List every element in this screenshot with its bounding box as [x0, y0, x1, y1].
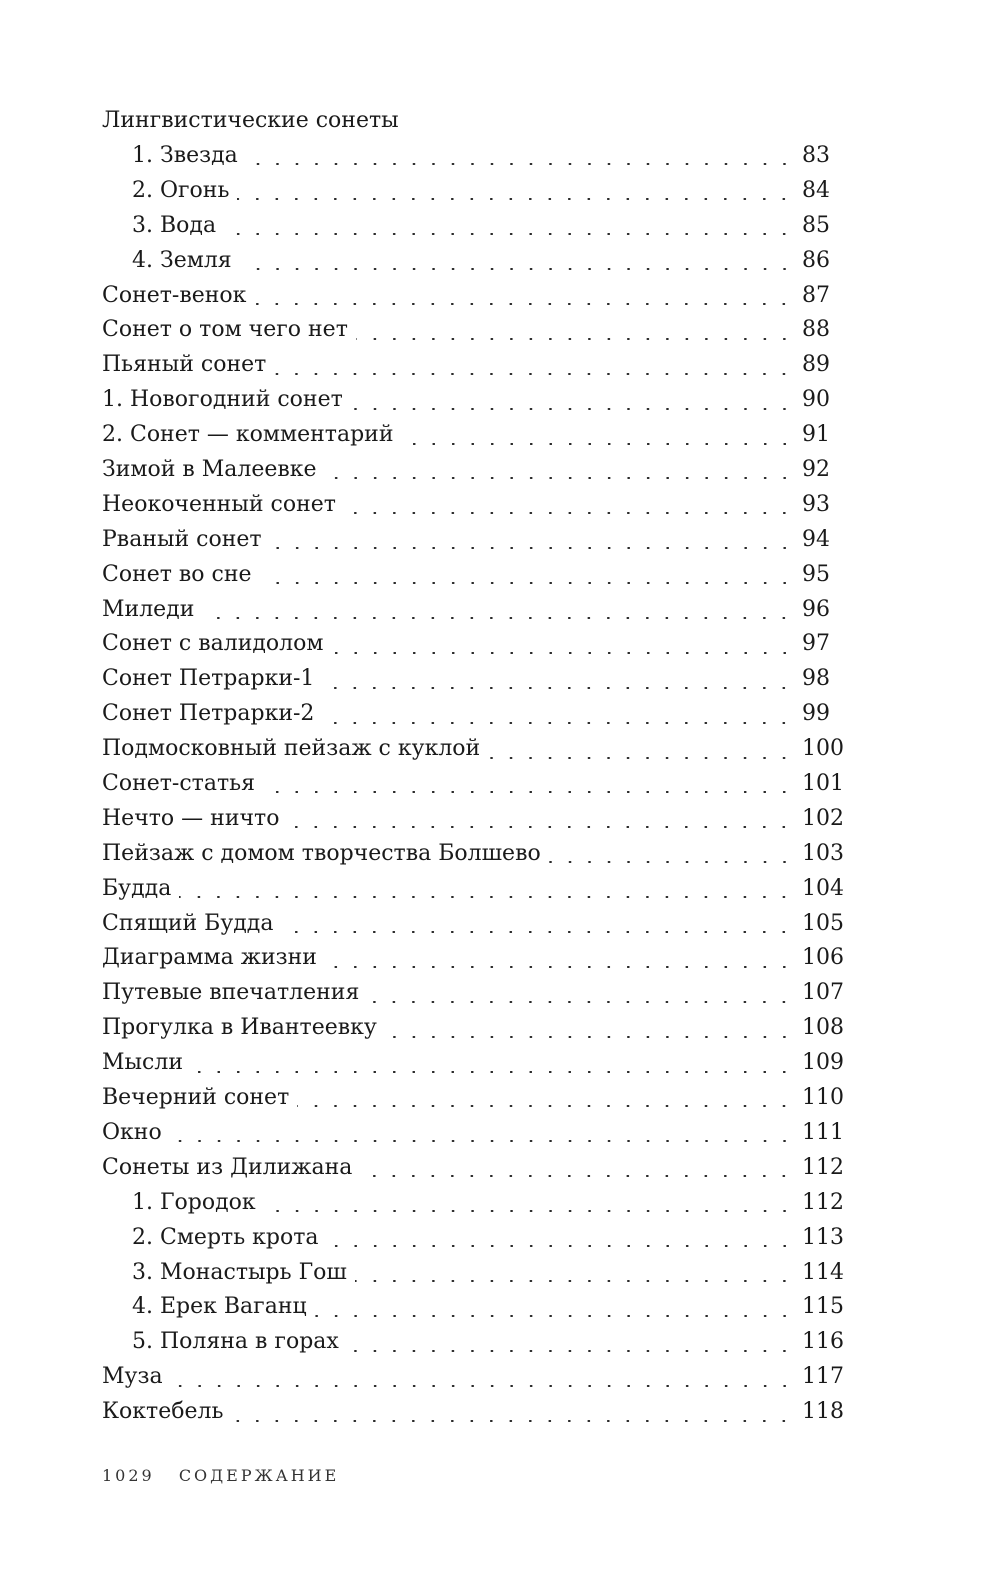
toc-entry-page: 100 [802, 736, 844, 762]
toc-entry-page: 95 [802, 561, 830, 587]
dot-leader [402, 443, 795, 445]
toc-entry-page: 86 [802, 247, 830, 273]
toc-entry-title: 2. Смерть крота [132, 1223, 323, 1253]
toc-entry-page: 84 [802, 177, 830, 203]
toc-entry-title: Сонет во сне [102, 560, 256, 590]
table-of-contents [102, 141, 842, 1432]
toc-entry [102, 734, 842, 769]
dot-leader [367, 1001, 794, 1003]
toc-entry-page: 107 [802, 980, 844, 1006]
toc-entry-page: 91 [802, 422, 830, 448]
toc-entry [102, 490, 842, 525]
dot-leader [325, 477, 794, 479]
dot-leader [281, 931, 794, 933]
toc-entry-page: 109 [802, 1050, 844, 1076]
toc-entry-page: 102 [802, 805, 844, 831]
toc-entry [102, 804, 842, 839]
toc-entry-page: 103 [802, 840, 844, 866]
dot-leader [171, 1385, 794, 1387]
toc-entry-title: Вечерний сонет [102, 1083, 293, 1113]
dot-leader [488, 757, 794, 759]
toc-entry [102, 420, 842, 455]
toc-entry [102, 525, 842, 560]
toc-entry-title: Сонеты из Дилижана [102, 1153, 356, 1183]
dot-leader [355, 1280, 794, 1282]
toc-entry-page: 87 [802, 282, 830, 308]
dot-leader [297, 1105, 794, 1107]
dot-leader [287, 826, 794, 828]
dot-leader [347, 1350, 794, 1352]
dot-leader [191, 1071, 794, 1073]
toc-entry [102, 629, 842, 664]
toc-entry-title: Сонет с валидолом [102, 629, 328, 659]
toc-entry-page: 89 [802, 352, 830, 378]
toc-entry [102, 874, 842, 909]
toc-entry-page: 93 [802, 491, 830, 517]
footer-section-title: СОДЕРЖАНИЕ [178, 1466, 340, 1485]
toc-entry-page: 90 [802, 387, 830, 413]
toc-entry-page: 92 [802, 457, 830, 483]
dot-leader [327, 1245, 794, 1247]
toc-entry-page: 113 [802, 1224, 844, 1250]
toc-entry [102, 211, 842, 246]
dot-leader [356, 338, 794, 340]
toc-entry-page: 83 [802, 143, 830, 168]
toc-entry-title: Будда [102, 874, 175, 904]
toc-entry [102, 1258, 842, 1293]
dot-leader [322, 687, 794, 689]
dot-leader [254, 303, 794, 305]
running-footer [102, 1466, 339, 1485]
toc-entry-page: 116 [802, 1329, 844, 1355]
dot-leader [240, 268, 794, 270]
toc-entry-title: Сонет Петрарки-2 [102, 699, 318, 729]
toc-entry-page: 117 [802, 1364, 844, 1390]
toc-entry-title: Пейзаж с домом творчества Болшево [102, 839, 545, 869]
toc-entry-page: 112 [802, 1154, 844, 1180]
dot-leader [360, 1175, 794, 1177]
toc-entry-page: 106 [802, 945, 844, 971]
toc-entry [102, 1397, 842, 1432]
toc-entry [102, 1292, 842, 1327]
toc-entry [102, 839, 842, 874]
toc-entry [102, 455, 842, 490]
toc-entry [102, 1083, 842, 1118]
toc-entry-title: Коктебель [102, 1397, 227, 1427]
toc-entry [102, 909, 842, 944]
toc-entry [102, 350, 842, 385]
toc-entry-title: Сонет-венок [102, 281, 250, 311]
toc-entry-page: 118 [802, 1399, 844, 1425]
toc-entry [102, 1048, 842, 1083]
dot-leader [385, 1036, 794, 1038]
toc-entry-title: Нечто — ничто [102, 804, 283, 834]
toc-entry [102, 1327, 842, 1362]
toc-entry [102, 1362, 842, 1397]
dot-leader [315, 1315, 794, 1317]
toc-entry-title: Зимой в Малеевке [102, 455, 321, 485]
toc-entry-title: Диаграмма жизни [102, 943, 321, 973]
toc-entry-page: 94 [802, 526, 830, 552]
toc-entry-title: Рваный сонет [102, 525, 266, 555]
dot-leader [325, 966, 794, 968]
toc-entry-title: Миледи [102, 595, 198, 625]
toc-entry-page: 110 [802, 1085, 844, 1111]
toc-entry [102, 769, 842, 804]
toc-entry-page: 104 [802, 875, 844, 901]
toc-entry-title: Окно [102, 1118, 166, 1148]
toc-entry-page: 108 [802, 1015, 844, 1041]
toc-entry-title: Неокоченный сонет [102, 490, 340, 520]
toc-entry [102, 1013, 842, 1048]
dot-leader [351, 408, 794, 410]
toc-entry-title: 3. Вода [132, 211, 220, 241]
dot-leader [263, 791, 794, 793]
toc-entry-title: Муза [102, 1362, 167, 1392]
toc-entry-title: Спящий Будда [102, 909, 277, 939]
toc-entry-page: 115 [802, 1294, 844, 1320]
toc-entry-page: 88 [802, 317, 830, 343]
toc-entry-title: 2. Сонет — комментарий [102, 420, 398, 450]
dot-leader [202, 617, 794, 619]
toc-entry-title: 3. Монастырь Гош [132, 1258, 351, 1288]
dot-leader [260, 582, 794, 584]
toc-entry [102, 1223, 842, 1258]
toc-entry [102, 176, 842, 211]
toc-entry [102, 560, 842, 595]
dot-leader [237, 198, 794, 200]
section-heading: Лингвистические сонеты [102, 108, 399, 133]
dot-leader [246, 163, 794, 165]
toc-entry-title: Сонет Петрарки-1 [102, 664, 318, 694]
toc-entry-title: Путевые впечатления [102, 978, 363, 1008]
dot-leader [332, 652, 794, 654]
toc-entry-page: 101 [802, 771, 844, 797]
toc-entry-page: 85 [802, 212, 830, 238]
toc-entry [102, 315, 842, 350]
dot-leader [179, 896, 794, 898]
toc-entry-title: Мысли [102, 1048, 187, 1078]
dot-leader [344, 512, 794, 514]
toc-entry-title: 1. Звезда [132, 141, 242, 171]
dot-leader [274, 373, 794, 375]
toc-entry [102, 699, 842, 734]
toc-entry-title: 1. Новогодний сонет [102, 385, 347, 415]
dot-leader [224, 233, 794, 235]
toc-entry-page: 98 [802, 666, 830, 692]
toc-entry [102, 664, 842, 699]
dot-leader [264, 1210, 794, 1212]
toc-entry [102, 246, 842, 281]
dot-leader [322, 722, 794, 724]
toc-entry-title: Пьяный сонет [102, 350, 270, 380]
toc-entry-title: 1. Городок [132, 1188, 260, 1218]
toc-entry [102, 281, 842, 316]
dot-leader [270, 547, 794, 549]
toc-entry [102, 1188, 842, 1223]
toc-entry-title: 4. Земля [132, 246, 236, 276]
dot-leader [170, 1140, 794, 1142]
toc-entry [102, 1153, 842, 1188]
toc-entry [102, 595, 842, 630]
toc-entry-title: 5. Поляна в горах [132, 1327, 343, 1357]
toc-entry [102, 385, 842, 420]
toc-entry-title: 2. Огонь [132, 176, 233, 206]
toc-entry-title: Подмосковный пейзаж с куклой [102, 734, 484, 764]
footer-page-number: 1029 [102, 1466, 155, 1485]
toc-entry-title: Прогулка в Ивантеевку [102, 1013, 381, 1043]
toc-entry-title: 4. Ерек Ваганц [132, 1292, 311, 1322]
toc-entry-page: 111 [802, 1119, 844, 1145]
toc-entry-title: Сонет-статья [102, 769, 259, 799]
toc-entry [102, 978, 842, 1013]
toc-entry [102, 1118, 842, 1153]
dot-leader [231, 1420, 794, 1422]
toc-entry [102, 943, 842, 978]
toc-entry-title: Сонет о том чего нет [102, 315, 352, 345]
toc-entry-page: 112 [802, 1189, 844, 1215]
toc-entry-page: 105 [802, 910, 844, 936]
toc-entry-page: 97 [802, 631, 830, 657]
toc-entry-page: 114 [802, 1259, 844, 1285]
toc-entry-page: 99 [802, 701, 830, 727]
toc-entry-page: 96 [802, 596, 830, 622]
toc-entry [102, 141, 842, 176]
dot-leader [549, 861, 794, 863]
